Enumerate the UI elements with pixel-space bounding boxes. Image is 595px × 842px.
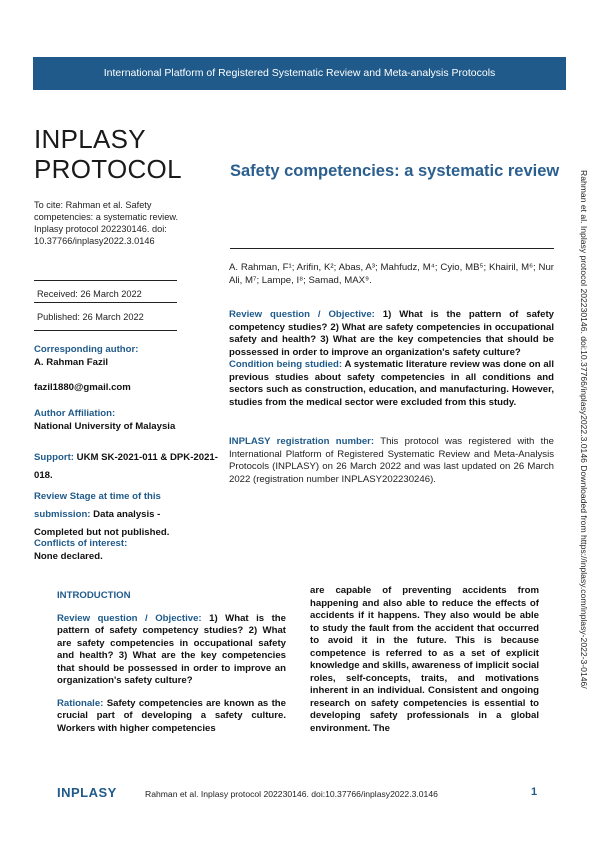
brand-line-2: PROTOCOL [34,154,182,184]
conflicts-label: Conflicts of interest: [34,538,128,549]
received-date: Received: 26 March 2022 [37,289,142,299]
corresponding-label: Corresponding author: [34,344,139,355]
registration-text: This protocol was registered with the International Platform of Registered Systematic Review and Meta-Analysis Protocols (INPLASY) on 26 March 2022 and was last updated on 26 March 2022 (registration number INPLASY202230246). [229,436,554,485]
divider-mid [34,302,177,303]
support-value: UKM SK-2021-011 & DPK-2021-018. [34,452,218,481]
stage-value: Data analysis - Completed but not published. [34,509,170,538]
brand-title [34,124,182,184]
intro-rationale [57,698,286,736]
condition-label: Condition being studied: [229,359,343,370]
footer-brand: INPLASY [57,785,117,800]
registration-label: INPLASY registration number: [229,436,375,447]
footer-citation: Rahman et al. Inplasy protocol 202230146. doi:10.37766/inplasy2022.3.0146 [145,789,438,799]
condition-text: A systematic literature review was done on all previous studies about safety competencies in all conditions and sectors such as construction, education, and manufacturing. However, studies from the medical sector were excluded from this study. [229,359,554,408]
brand-line-1: INPLASY [34,124,146,154]
title-divider [230,248,554,249]
affiliation-value: National University of Malaysia [34,420,176,432]
email-link[interactable]: fazil1880@gmail.com [34,382,131,393]
article-title: Safety competencies: a systematic review [230,162,560,180]
page-number: 1 [531,786,538,798]
support-block [34,447,219,483]
divider-bottom [34,330,177,331]
rationale-label: Rationale: [57,697,104,709]
side-download-note [579,170,591,810]
intro-column-right: are capable of preventing accidents from happening and also able to reduce the effects of accidents if it happens. They also would be able to study the fault from the accident that occurred to avoid it in the future. This is because competence is referred to as a set of explicit knowledge and skills, awareness of implicit social roles, self-concepts, traits, and motivations inherent in an individual. Consistent and ongoing research on safety competencies is essential to developing safety professionals in a global environment. The [310,585,539,734]
author-list: A. Rahman, F¹; Arifin, K²; Abas, A³; Mahfudz, M⁴; Cyio, MB⁵; Khairil, M⁶; Nur Ali, M⁷; Lampe, I⁸; Samad, MAX⁹. [229,262,554,286]
corresponding-name: A. Rahman Fazil [34,356,109,368]
intro-rq-text: 1) What is the pattern of safety competency studies? 2) What are safety competencies in occupational safety and health? 3) What are the key competencies that should be possessed in order to improve an organization's safety culture? [57,612,286,686]
review-question-text: 1) What is the pattern of safety competency studies? 2) What are safety competencies in occupational safety and health? 3) What are the key competencies that should be possessed in order to improve an organization's safety culture? [229,309,554,358]
rationale-text: Safety competencies are known as the crucial part of developing a safety culture. Workers with higher competencies [57,697,286,734]
stage-label: Review Stage at time of this submission: [34,491,161,520]
header-banner: International Platform of Registered Systematic Review and Meta-analysis Protocols [33,57,566,90]
intro-rq-label: Review question / Objective: [57,612,202,624]
support-label: Support: [34,452,74,463]
abstract-block [229,309,554,409]
divider-top [34,280,177,281]
affiliation-block [34,408,214,433]
side-download-text: Rahman et al. Inplasy protocol 202230146. doi:10.37766/inplasy2022.3.0146 Downloaded from https://inplasy.com/inplasy-2022-3-0146/ [579,170,589,689]
intro-column-left [57,590,286,745]
affiliation-label: Author Affiliation: [34,408,116,419]
published-date: Published: 26 March 2022 [37,312,144,322]
corresponding-block [34,344,214,369]
registration-block [229,436,554,486]
review-question-label: Review question / Objective: [229,309,375,320]
intro-heading: INTRODUCTION [57,590,131,601]
conflicts-value: None declared. [34,550,103,562]
citation: To cite: Rahman et al. Safety competencies: a systematic review. Inplasy protocol 202230146. doi: 10.37766/inplasy2022.3.0146 [34,200,178,246]
stage-block [34,486,194,540]
conflicts-block [34,538,214,563]
intro-review-question [57,613,286,688]
